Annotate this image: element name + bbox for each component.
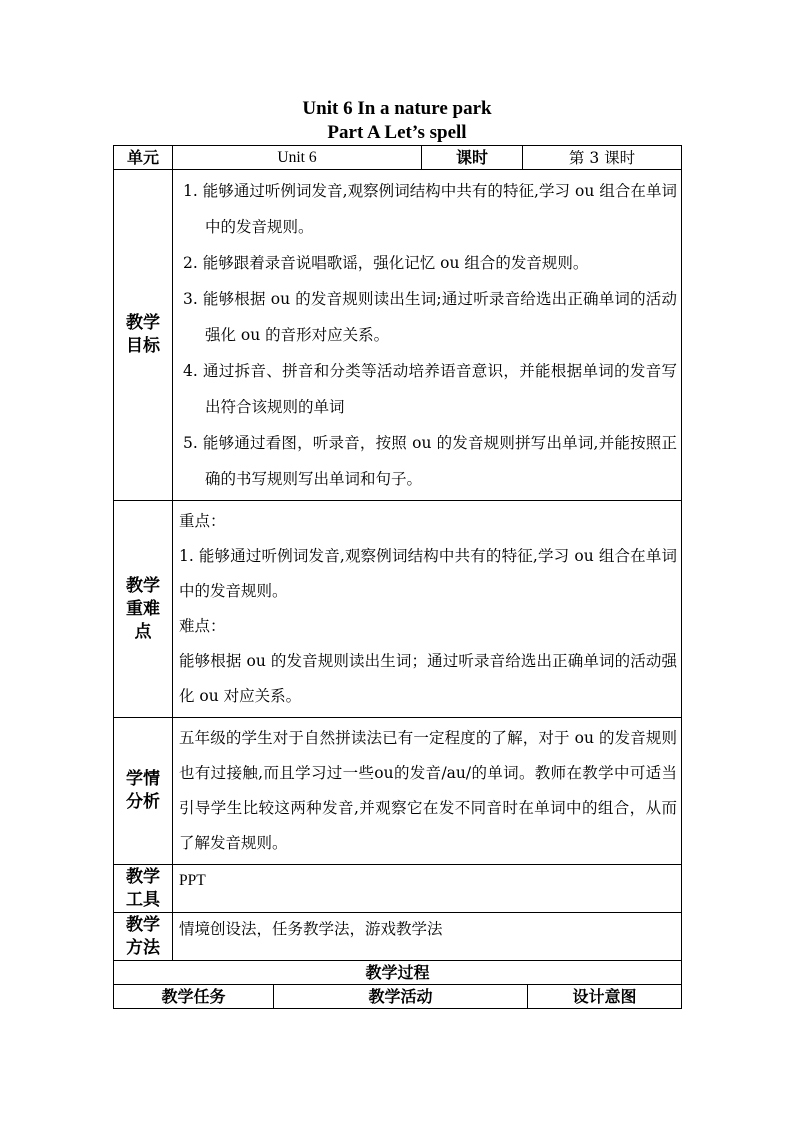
key-point-title: 重点： <box>179 512 226 530</box>
objectives-label: 教学 目标 <box>114 170 173 501</box>
key-points-content <box>173 501 682 718</box>
document-title: Unit 6 In a nature park <box>302 98 492 119</box>
difficult-point-text: 能够根据 ou 的发音规则读出生词；通过听录音给选出正确单词的活动强化 ou 对应关系。 <box>179 652 677 705</box>
methods-row <box>114 913 682 961</box>
tools-value: PPT <box>173 865 682 913</box>
process-header-row <box>114 985 682 1009</box>
header-row <box>114 146 682 170</box>
tools-label: 教学 工具 <box>114 865 173 913</box>
unit-value: Unit 6 <box>173 146 422 170</box>
analysis-row <box>114 718 682 865</box>
objectives-row <box>114 170 682 501</box>
process-col-task: 教学任务 <box>114 985 274 1009</box>
methods-label: 教学 方法 <box>114 913 173 961</box>
process-title-row <box>114 961 682 985</box>
objective-item-3: 3. 能够根据 ou 的发音规则读出生词;通过听录音给选出正确单词的活动强化 ou 的音形对应关系。 <box>183 290 677 344</box>
analysis-label: 学情 分析 <box>114 718 173 865</box>
objective-item-5: 5. 能够通过看图，听录音，按照 ou 的发音规则拼写出单词,并能按照正确的书写规则写出单词和句子。 <box>183 434 677 488</box>
objective-item-2: 2. 能够跟着录音说唱歌谣，强化记忆 ou 组合的发音规则。 <box>183 254 589 272</box>
process-col-intent: 设计意图 <box>528 985 682 1009</box>
process-title: 教学过程 <box>114 961 682 985</box>
period-label: 课时 <box>422 146 523 170</box>
difficult-point-title: 难点： <box>179 617 226 635</box>
analysis-content: 五年级的学生对于自然拼读法已有一定程度的了解，对于 ou 的发音规则也有过接触,而且学习过一些ou的发音/au/的单词。教师在教学中可适当引导学生比较这两种发音,并观察它在发不同音时在单词中的组合，从而了解发音规则。 <box>173 718 682 865</box>
lesson-plan-table <box>113 145 682 1009</box>
document-subtitle: Part A Let’s spell <box>327 122 467 143</box>
tools-row <box>114 865 682 913</box>
methods-value: 情境创设法，任务教学法，游戏教学法 <box>173 913 682 961</box>
objectives-content <box>173 170 682 501</box>
objective-item-4: 4. 通过拆音、拼音和分类等活动培养语音意识，并能根据单词的发音写出符合该规则的单词 <box>183 362 677 416</box>
unit-label: 单元 <box>114 146 173 170</box>
key-points-row <box>114 501 682 718</box>
period-value: 第 3 课时 <box>523 146 682 170</box>
process-col-activity: 教学活动 <box>274 985 528 1009</box>
objective-item-1: 1. 能够通过听例词发音,观察例词结构中共有的特征,学习 ou 组合在单词中的发音规则。 <box>183 182 677 236</box>
key-point-text: 1. 能够通过听例词发音,观察例词结构中共有的特征,学习 ou 组合在单词中的发音规则。 <box>179 547 677 600</box>
key-points-label: 教学 重难 点 <box>114 501 173 718</box>
